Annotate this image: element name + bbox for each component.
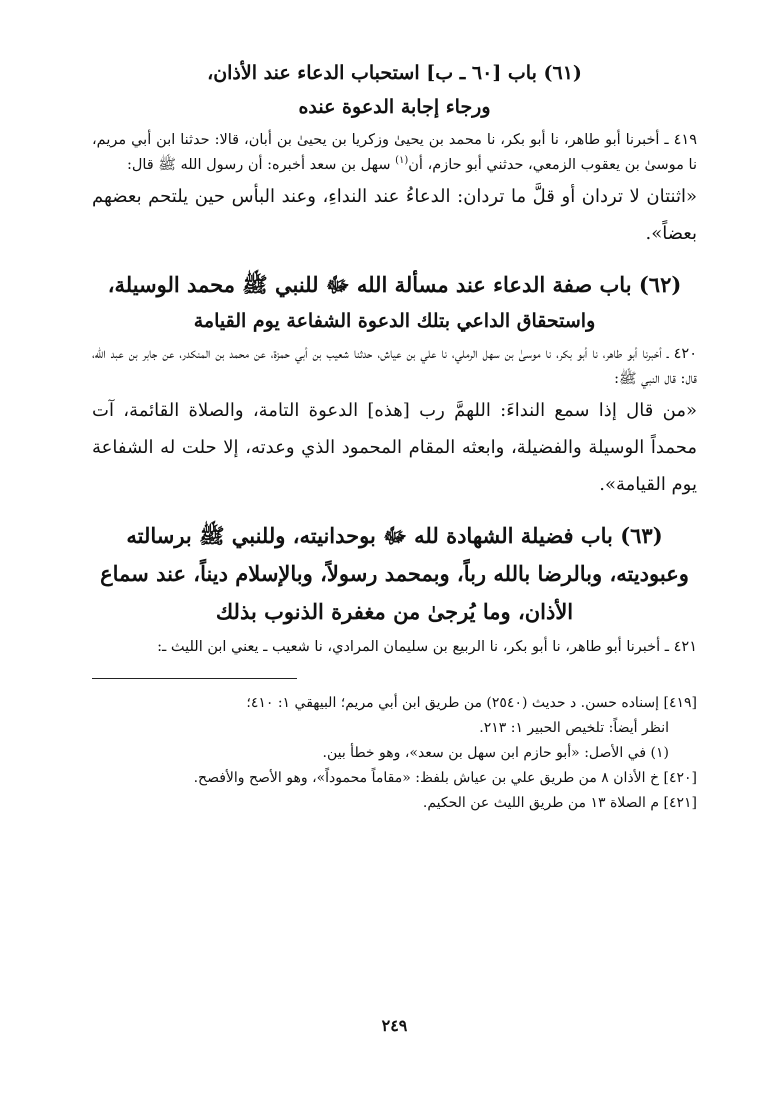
hadith-421-isnad: ٤٢١ ـ أخبرنا أبو طاهر، نا أبو بكر، نا الربيع بن سليمان المرادي، نا شعيب ـ يعني ابن الليث ـ: — [157, 639, 697, 655]
footnotes — [92, 691, 697, 816]
hadith-420-matn: «من قال إذا سمع النداءَ: اللهمَّ رب [هذه] الدعوة التامة، والصلاة القائمة، آت محمداً الوسيلة والفضيلة، وابعثه المقام المحمود الذي وعدته، إلا حلت له الشفاعة يوم القيامة». — [92, 400, 697, 495]
hadith-419-matn: «اثنتان لا تردان أو قلَّ ما تردان: الدعاءُ عند النداءِ، وعند البأس حين يلتحم بعضهم بعضاً». — [92, 186, 697, 244]
footnote-419: [٤١٩] إسناده حسن. د حديث (٢٥٤٠) من طريق ابن أبي مريم؛ البيهقي ١: ٤١٠؛ — [246, 695, 697, 711]
footnote-separator — [92, 678, 297, 679]
chapter-61-title-line1: (٦١) باب [٦٠ ـ ب] استحباب الدعاء عند الأذان، — [207, 62, 582, 84]
footnote-1: (١) في الأصل: «أبو حازم ابن سهل بن سعد»، وهو خطأ بين. — [322, 745, 669, 761]
hadith-420-isnad: ٤٢٠ ـ أخبرنا أبو طاهر، نا أبو بكر، نا موسىٰ بن سهل الرملي، نا علي بن عياش، حدثنا شعيب بن أبي حمزة، عن محمد بن المنكدر، عن جابر بن عبد الله، قال: قال النبي ﷺ: — [92, 346, 697, 387]
chapter-61-title-line2: ورجاء إجابة الدعوة عنده — [298, 96, 491, 118]
hadith-419-isnad-cont: سهل بن سعد أخبره: أن رسول الله ﷺ قال: — [126, 157, 391, 173]
page-number: ٢٤٩ — [381, 1016, 408, 1035]
footnote-421: [٤٢١] م الصلاة ١٣ من طريق الليث عن الحكيم. — [422, 795, 697, 811]
hadith-419-isnad — [92, 128, 697, 178]
hadith-419-isnad-text: ٤١٩ ـ أخبرنا أبو طاهر، نا أبو بكر، نا محمد بن يحيىٰ وزكريا بن يحيىٰ بن أبان، قالا: حدثنا ابن أبي مريم، نا موسىٰ بن يعقوب الزمعي، حدثني أبو حازم، أن — [92, 132, 697, 173]
book-page — [92, 56, 697, 1056]
spacer — [92, 252, 697, 266]
chapter-62-title-line2: واستحقاق الداعي بتلك الدعوة الشفاعة يوم القيامة — [193, 310, 596, 332]
footnote-419-cont: انظر أيضاً: تلخيص الحبير ١: ٢١٣. — [479, 720, 669, 736]
footnote-ref-1: (١) — [395, 155, 409, 167]
chapter-63-title: (٦٣) باب فضيلة الشهادة لله ﷻ بوحدانيته، وللنبي ﷺ برسالته وعبوديته، وبالرضا بالله رباً، وبمحمد رسولاً، وبالإسلام ديناً، عند سماع الأذان، وما يُرجىٰ من مغفرة الذنوب بذلك — [100, 523, 689, 624]
footnote-420: [٤٢٠] خ الأذان ٨ من طريق علي بن عياش بلفظ: «مقاماً محموداً»، وهو الأصح والأفصح. — [193, 770, 697, 786]
spacer — [92, 503, 697, 517]
chapter-62-title-line1: (٦٢) باب صفة الدعاء عند مسألة الله ﷻ للنبي ﷺ محمد الوسيلة، — [107, 272, 682, 297]
